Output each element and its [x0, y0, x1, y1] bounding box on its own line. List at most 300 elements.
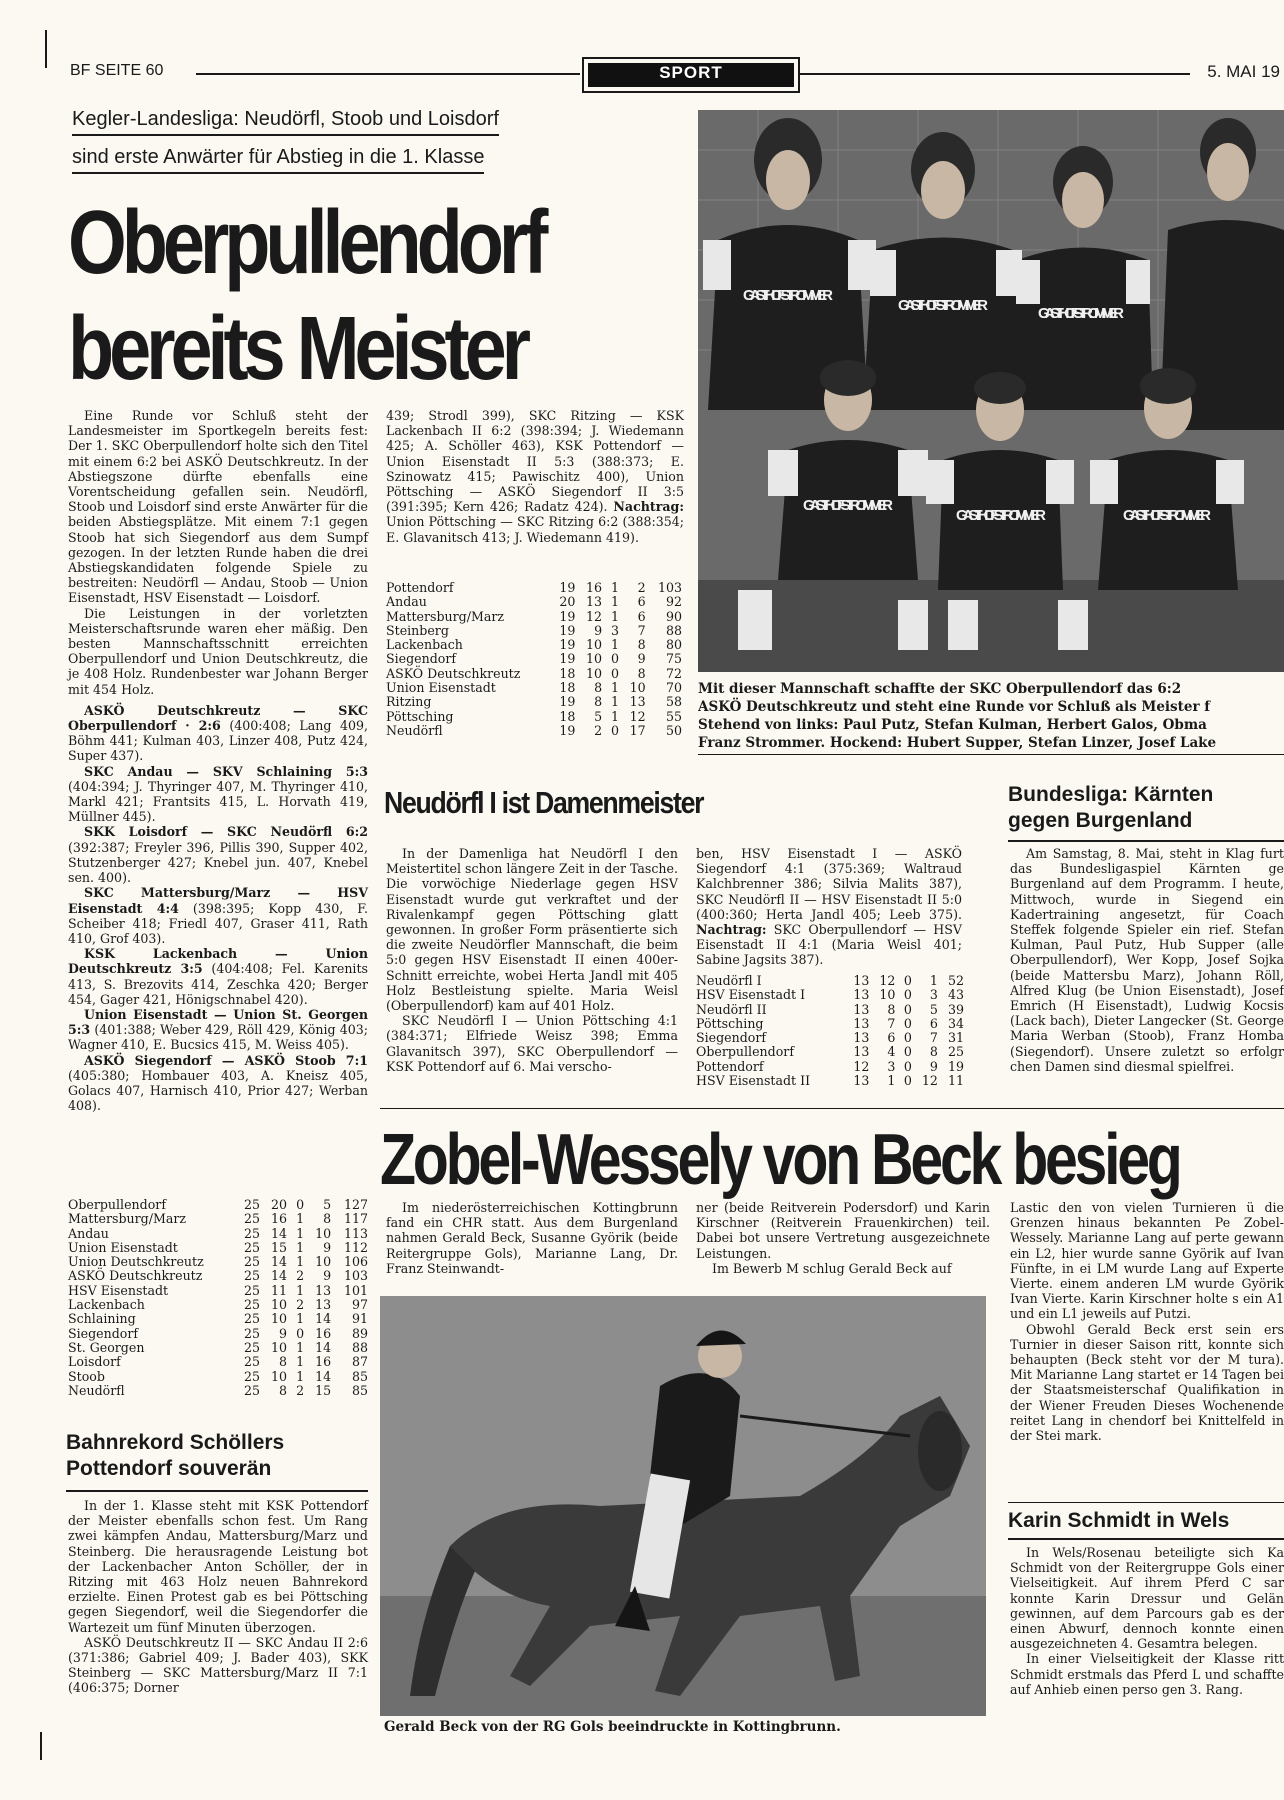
stat-cell: 10 — [586, 651, 603, 667]
stat-cell: 13 — [315, 1297, 332, 1313]
stat-cell: 89 — [351, 1325, 368, 1341]
stat-cell: 92 — [665, 594, 682, 610]
stat-cell: 6 — [637, 608, 646, 624]
team-name-cell: Schlaining — [68, 1311, 136, 1327]
article-text: ben, HSV Eisenstadt I — ASKÖ Siegendorf 4:1 (375:369; Waltraud Kalchbrenner 386; Silvia Malits 387), SKC Neudörfl II — HSV Eisenstadt II 5:0 (400:360; Herta Jandl 405; Leeb 375). — [696, 846, 962, 922]
bundesliga-text — [1010, 846, 1284, 1074]
stat-cell: 88 — [665, 622, 682, 638]
table-row — [68, 1298, 368, 1312]
result-title: SKC Mattersburg/Marz — HSV Eisenstadt 4:4 — [68, 885, 368, 916]
stat-cell: 97 — [351, 1297, 368, 1313]
result-title: Union Eisenstadt — Union St. Georgen 5:3 — [68, 1006, 368, 1038]
stat-cell: 106 — [343, 1254, 368, 1270]
article-paragraph: Obwohl Gerald Beck erst sein ers Turnier in dieser Saison ritt, konnte sich behaupten (Beck steht vor der M tura). Mit Marianne Lang startet er 14 Tagen bei der Staatsmeisterschaf Qualifikation in der Wiener Freuden Dieses Wochenende reitet Lang in chendorf bei Knittelfeld in der Stei mark. — [1010, 1321, 1284, 1444]
table-row — [386, 710, 682, 724]
stat-cell: 10 — [315, 1254, 332, 1270]
team-name-cell: Union Eisenstadt — [68, 1239, 178, 1255]
team-name-cell: Neudörfl I — [696, 973, 762, 988]
section-rule — [698, 754, 1284, 755]
stat-cell: 1 — [611, 580, 620, 595]
article-paragraph: Lastic den von vielen Turnieren ü die Grenzen hinaus bekannten Pe Zobel-Wessely. Marianne Lang auf perte gewann ein L2, hier wurde sanne Györik auf Ivan Fünfte, in ei LM wurde Lang auf Experte Vierte. einem anderen LM wurde Györik Ivan Vierte. Karin Kirschner holte s ein A1 und ein L1 jeweils auf Putzi. — [1010, 1200, 1284, 1322]
team-photo-image — [698, 110, 1284, 672]
subheading-line: Bahnrekord Schöllers — [66, 1431, 285, 1454]
team-name-cell: St. Georgen — [68, 1339, 145, 1355]
stat-cell: 13 — [315, 1282, 332, 1298]
stat-cell: 3 — [611, 622, 620, 638]
team-name-cell: Oberpullendorf — [696, 1044, 794, 1060]
table-row — [68, 1241, 368, 1255]
stat-cell: 15 — [315, 1382, 332, 1398]
stat-cell: 16 — [315, 1354, 332, 1370]
zobel-column-1 — [386, 1200, 678, 1276]
stat-cell: 1 — [611, 594, 620, 610]
team-name-cell: Pöttsching — [386, 708, 454, 724]
stat-cell: 10 — [270, 1339, 287, 1355]
team-name-cell: Siegendorf — [696, 1030, 767, 1046]
article-column-2 — [386, 408, 684, 545]
caption-line: Franz Strommer. Hockend: Hubert Supper, Stefan Linzer, Josef Lake — [698, 735, 1217, 751]
result-entry — [68, 1007, 368, 1053]
stat-cell: 1 — [611, 680, 620, 696]
result-entry — [68, 824, 368, 885]
stat-cell: 103 — [343, 1268, 368, 1284]
stat-cell: 18 — [559, 708, 576, 724]
team-photo-caption — [698, 680, 1284, 752]
stat-cell: 14 — [315, 1339, 332, 1355]
caption-line: Mit dieser Mannschaft schaffte der SKC Oberpullendorf das 6:2 — [698, 681, 1182, 697]
section-label-box — [582, 57, 800, 93]
stat-cell: 2 — [594, 722, 603, 738]
result-text: (401:388; Weber 429, Röll 429, König 403; Wagner 410, E. Bucsics 415, M. Weiss 405). — [68, 1022, 368, 1053]
stat-cell: 12 — [921, 1073, 938, 1089]
stat-cell: 0 — [296, 1197, 305, 1212]
stat-cell: 1 — [611, 708, 620, 724]
stat-cell: 25 — [243, 1382, 260, 1398]
stat-cell: 1 — [296, 1368, 305, 1384]
team-name-cell: HSV Eisenstadt II — [696, 1073, 811, 1089]
stat-cell: 80 — [665, 637, 682, 653]
stat-cell: 9 — [278, 1325, 287, 1341]
shirt-text: GASTHOF STROMMER — [1123, 507, 1211, 524]
table-row — [386, 681, 682, 695]
table-row — [386, 638, 682, 652]
subheading-line: Bundesliga: Kärnten — [1008, 783, 1214, 806]
stat-cell: 14 — [315, 1368, 332, 1384]
result-title: SKC Andau — SKV Schlaining 5:3 — [84, 763, 368, 779]
stat-cell: 25 — [243, 1211, 260, 1227]
stat-cell: 9 — [929, 1058, 938, 1074]
subheading-rule — [1008, 840, 1284, 842]
result-entry — [68, 946, 368, 1007]
team-name-cell: Siegendorf — [68, 1325, 139, 1341]
result-entry — [68, 703, 368, 764]
table-row — [696, 988, 964, 1002]
team-name-cell: Mattersburg/Marz — [386, 608, 505, 624]
stat-cell: 25 — [947, 1044, 964, 1060]
article-paragraph: In Wels/Rosenau beteiligte sich Ka Schmidt von der Reitergruppe Gols einer Vielseitigkeit. Auf ihrem Pferd C sar konnte Karin Dressur und Gelän gewinnen, auf dem Parcours gab es der einen Abwurf, dennoch konnte einen ausgezeichneten 4. Gesamtra belegen. — [1010, 1545, 1284, 1652]
caption-line: Stehend von links: Paul Putz, Stefan Kulman, Herbert Galos, Obma — [698, 717, 1207, 733]
shirt-text: GASTHOF STROMMER — [803, 497, 893, 514]
rider-photo-image — [380, 1296, 986, 1716]
section-label: SPORT — [588, 63, 794, 87]
stat-cell: 9 — [594, 622, 603, 638]
main-headline-line-2: bereits Meister — [68, 299, 527, 399]
stat-cell: 15 — [270, 1239, 287, 1255]
table-row — [68, 1341, 368, 1355]
subheading-karin: Karin Schmidt in Wels — [1008, 1509, 1230, 1532]
stat-cell: 1 — [296, 1339, 305, 1355]
stat-cell: 1 — [296, 1311, 305, 1327]
stat-cell: 18 — [559, 680, 576, 696]
team-name-cell: Neudörfl — [68, 1382, 125, 1398]
stat-cell: 0 — [903, 1030, 912, 1046]
stat-cell: 16 — [270, 1211, 287, 1227]
stat-cell: 20 — [270, 1197, 287, 1212]
stat-cell: 85 — [351, 1368, 368, 1384]
stat-cell: 5 — [594, 708, 603, 724]
stat-cell: 1 — [296, 1225, 305, 1241]
stat-cell: 19 — [559, 622, 576, 638]
table-row — [696, 974, 964, 988]
article-paragraph: Die Leistungen in der vorletzten Meisterschaftsrunde waren eher mäßig. Den besten Mannschaftsschnitt erreichten Oberpullendorf und Union Deutschkreutz, die je 408 Holz. Rundenbester war Johann Berger mit 454 Holz. — [68, 605, 368, 697]
stat-cell: 8 — [637, 665, 646, 681]
stat-cell: 58 — [665, 694, 682, 710]
stat-cell: 12 — [879, 973, 896, 988]
stat-cell: 17 — [629, 722, 646, 738]
stat-cell: 13 — [629, 694, 646, 710]
table-row — [696, 1017, 964, 1031]
stat-cell: 8 — [637, 637, 646, 653]
stat-cell: 13 — [586, 594, 603, 610]
stat-cell: 7 — [887, 1015, 896, 1031]
article-paragraph: In der 1. Klasse steht mit KSK Pottendorf der Meister ebenfalls schon fest. Um Rang zwei kämpfen Andau, Mattersburg/Marz und Steinberg. Die herausragende Leistung bot der Lackenbacher Anton Schöller, der in Ritzing mit 463 Holz neuen Bahnrekord erzielte. Einen Protest gab es bei Pöttsching gegen Siegendorf, weil die Siegendorfer die Wartezeit um fünf Minuten überzogen. — [68, 1498, 368, 1635]
stat-cell: 18 — [559, 665, 576, 681]
team-name-cell: HSV Eisenstadt — [68, 1282, 169, 1298]
team-name-cell: Mattersburg/Marz — [68, 1211, 187, 1227]
stat-cell: 101 — [343, 1282, 368, 1298]
stat-cell: 7 — [637, 622, 646, 638]
stat-cell: 31 — [947, 1030, 964, 1046]
article-paragraph: Eine Runde vor Schluß steht der Landesmeister im Sportkegeln bereits fest: Der 1. SKC Oberpullendorf holte sich den Titel mit einem 6:2 bei ASKÖ Deutschkreutz. In der Abstiegszone dürfte ebenfalls eine Vorentscheidung gefallen sein. Neudörfl, Stoob und Loisdorf sind erste Anwärter für die beiden Abstiegsplätze. Mit einem 7:1 gegen Stoob hat sich Siegendorf aus dem Sumpf gezogen. In der letzten Runde haben die drei Abstiegskandidaten folgende Spiele zu bestreiten: Neudörfl — Andau, Stoob — Union Eisenstadt, HSV Eisenstadt — Loisdorf. — [68, 408, 368, 606]
table-row — [68, 1284, 368, 1298]
article-paragraph: Am Samstag, 8. Mai, steht in Klag furt das Bundesligaspiel Kärnten ge Burgenland auf dem Programm. I heute, Mittwoch, wurde in Siegend ein Kadertraining angesetzt, für Coach Steffek folgende Spieler ein rief. Stefan Kulman, Paul Putz, Hub Supper (alle Oberpullendorf), Wer Kopp, Josef Sojka (beide Mattersbu Marz), Johann Röll, Alfred Klug (be Union Eisenstadt), Josef Emrich (H Eisenstadt), Ludwig Kocsis (Lack bach), Dieter Langecker (St. George Maria Werban (Stoob), Franz Homba (Siegendorf). Unsere zuletzt so erfolgr chen Damen sind diesmal spielfrei. — [1010, 846, 1284, 1074]
article-text: SKC Oberpullendorf — HSV Eisenstadt II 4:1 (Maria Weisl 401; Sabine Jagsits 387). — [696, 922, 962, 968]
article-paragraph: SKC Neudörfl I — Union Pöttsching 4:1 (384:371; Elfriede Weisz 398; Emma Glavanitsch 397), SKC Oberpullendorf — KSK Pottendorf auf 6. Mai verscho- — [386, 1013, 678, 1074]
stat-cell: 25 — [243, 1339, 260, 1355]
team-name-cell: Steinberg — [386, 622, 449, 638]
stat-cell: 10 — [629, 680, 646, 696]
stat-cell: 13 — [853, 987, 870, 1003]
damen-column-2 — [696, 846, 962, 968]
stat-cell: 10 — [270, 1311, 287, 1327]
result-text: (400:408; Lang 409, Böhm 441; Kulman 403, Linzer 408, Putz 424, Super 437). — [68, 718, 368, 764]
stat-cell: 14 — [315, 1311, 332, 1327]
stat-cell: 20 — [559, 594, 576, 610]
stat-cell: 25 — [243, 1282, 260, 1298]
table-row — [386, 581, 682, 595]
result-title: ASKÖ Deutschkreutz — SKC Oberpullendorf · 2:6 — [68, 702, 368, 734]
rider-photo — [380, 1296, 986, 1716]
stat-cell: 19 — [559, 637, 576, 653]
table-row — [696, 1003, 964, 1017]
stat-cell: 6 — [929, 1015, 938, 1031]
standings-table-1-klasse — [386, 581, 682, 738]
stat-cell: 39 — [947, 1001, 964, 1017]
stat-cell: 13 — [853, 1044, 870, 1060]
stat-cell: 19 — [559, 608, 576, 624]
article-paragraph — [696, 846, 962, 968]
result-title: ASKÖ Siegendorf — ASKÖ Stoob 7:1 — [84, 1052, 368, 1068]
table-row — [68, 1269, 368, 1283]
stat-cell: 8 — [887, 1001, 896, 1017]
table-row — [696, 1045, 964, 1059]
nachtrag-label: Nachtrag: — [696, 922, 767, 938]
table-row — [696, 1060, 964, 1074]
page-number: BF SEITE 60 — [70, 62, 164, 79]
stat-cell: 14 — [270, 1225, 287, 1241]
stat-cell: 1 — [887, 1073, 896, 1089]
table-row — [68, 1198, 368, 1212]
stat-cell: 113 — [343, 1225, 368, 1241]
article-paragraph: In einer Vielseitigkeit der Klasse ritt Schmidt erstmals das Pferd L und schaffte auf Anhieb einen perso gen 3. Rang. — [1010, 1651, 1284, 1697]
stat-cell: 2 — [637, 580, 646, 595]
team-name-cell: Andau — [386, 594, 427, 610]
stat-cell: 16 — [586, 580, 603, 595]
stat-cell: 1 — [611, 637, 620, 653]
zobel-headline: Zobel-Wessely von Beck besieg — [380, 1120, 1180, 1200]
stat-cell: 1 — [296, 1211, 305, 1227]
kicker-line-1: Kegler-Landesliga: Neudörfl, Stoob und Loisdorf — [72, 108, 499, 136]
stat-cell: 19 — [947, 1058, 964, 1074]
stat-cell: 25 — [243, 1197, 260, 1212]
article-text: 439; Strodl 399), SKC Ritzing — KSK Lackenbach II 6:2 (398:394; J. Wiedemann 425; A. Schöller 463), KSK Pottendorf — Union Eisenstadt II 5:3 (388:373; E. Szinowatz 415; Pawischitz 400), Union Pöttsching — ASKÖ Siegendorf II 3:5 (391:395; Kern 426; Radatz 424). — [386, 408, 684, 515]
table-row — [386, 610, 682, 624]
subheading-line: Pottendorf souverän — [66, 1457, 272, 1480]
stat-cell: 55 — [665, 708, 682, 724]
result-entry — [68, 1053, 368, 1114]
stat-cell: 19 — [559, 580, 576, 595]
stat-cell: 52 — [947, 973, 964, 988]
stat-cell: 1 — [611, 694, 620, 710]
table-row — [386, 595, 682, 609]
stat-cell: 1 — [296, 1282, 305, 1298]
team-name-cell: HSV Eisenstadt I — [696, 987, 806, 1003]
team-name-cell: Siegendorf — [386, 651, 457, 667]
stat-cell: 0 — [903, 1015, 912, 1031]
left-margin-mark — [40, 1732, 42, 1760]
stat-cell: 4 — [887, 1044, 896, 1060]
subheading-bahnrekord — [66, 1430, 284, 1482]
stat-cell: 6 — [637, 594, 646, 610]
shirt-text: GASTHOF STROMMER — [1038, 305, 1124, 322]
table-row — [386, 695, 682, 709]
stat-cell: 72 — [665, 665, 682, 681]
subheading-rule — [66, 1490, 368, 1492]
stat-cell: 25 — [243, 1354, 260, 1370]
zobel-column-2 — [696, 1200, 990, 1276]
stat-cell: 112 — [343, 1239, 368, 1255]
stat-cell: 12 — [853, 1058, 870, 1074]
result-title: SKK Loisdorf — SKC Neudörfl 6:2 — [84, 824, 368, 840]
stat-cell: 5 — [929, 1001, 938, 1017]
table-row — [696, 1031, 964, 1045]
stat-cell: 1 — [296, 1239, 305, 1255]
stat-cell: 10 — [270, 1297, 287, 1313]
stat-cell: 10 — [270, 1368, 287, 1384]
stat-cell: 10 — [879, 987, 896, 1003]
stat-cell: 8 — [594, 694, 603, 710]
stat-cell: 0 — [296, 1325, 305, 1341]
team-name-cell: Pottendorf — [386, 580, 454, 595]
stat-cell: 14 — [270, 1268, 287, 1284]
stat-cell: 10 — [315, 1225, 332, 1241]
table-row — [386, 724, 682, 738]
article-column-1 — [68, 408, 368, 1113]
table-row — [68, 1312, 368, 1326]
nachtrag-label: Nachtrag: — [613, 499, 684, 515]
shirt-text: GASTHOF STROMMER — [898, 297, 988, 314]
stat-cell: 50 — [665, 722, 682, 738]
issue-date: 5. MAI 19 — [1207, 62, 1280, 81]
table-row — [68, 1384, 368, 1398]
team-name-cell: Lackenbach — [68, 1297, 145, 1313]
kicker-line-2: sind erste Anwärter für Abstieg in die 1. Klasse — [72, 146, 484, 174]
article-paragraph — [386, 408, 684, 545]
stat-cell: 0 — [903, 1073, 912, 1089]
rider-photo-caption: Gerald Beck von der RG Gols beeindruckte in Kottingbrunn. — [384, 1719, 841, 1735]
stat-cell: 25 — [243, 1239, 260, 1255]
stat-cell: 0 — [611, 651, 620, 667]
result-text: (398:395; Kopp 430, F. Scheiber 418; Friedl 407, Graser 411, Rath 410, Grof 403). — [68, 900, 368, 946]
stat-cell: 25 — [243, 1297, 260, 1313]
stat-cell: 1 — [611, 608, 620, 624]
stat-cell: 75 — [665, 651, 682, 667]
stat-cell: 117 — [343, 1211, 368, 1227]
stat-cell: 0 — [903, 987, 912, 1003]
stat-cell: 25 — [243, 1254, 260, 1270]
left-margin-mark — [45, 30, 47, 68]
team-photo — [698, 110, 1284, 672]
stat-cell: 8 — [278, 1354, 287, 1370]
stat-cell: 7 — [929, 1030, 938, 1046]
table-row — [68, 1227, 368, 1241]
stat-cell: 8 — [323, 1211, 332, 1227]
team-name-cell: Lackenbach — [386, 637, 463, 653]
table-row — [68, 1355, 368, 1369]
result-entry — [68, 885, 368, 946]
shirt-text: GASTHOF STROMMER — [956, 507, 1046, 524]
stat-cell: 2 — [296, 1382, 305, 1398]
stat-cell: 13 — [853, 1030, 870, 1046]
stat-cell: 9 — [323, 1268, 332, 1284]
section-rule — [380, 1108, 1284, 1109]
stat-cell: 0 — [903, 1001, 912, 1017]
stat-cell: 16 — [315, 1325, 332, 1341]
stat-cell: 85 — [351, 1382, 368, 1398]
table-row — [386, 652, 682, 666]
article-text: Union Pöttsching — SKC Ritzing 6:2 (388:354; E. Glavanitsch 413; J. Wiedemann 419). — [386, 514, 684, 545]
table-row — [696, 1074, 964, 1088]
table-row — [68, 1370, 368, 1384]
stat-cell: 25 — [243, 1368, 260, 1384]
team-name-cell: Neudörfl — [386, 722, 443, 738]
stat-cell: 0 — [611, 722, 620, 738]
stat-cell: 88 — [351, 1339, 368, 1355]
stat-cell: 0 — [903, 1044, 912, 1060]
damen-heading: Neudörfl I ist Damenmeister — [384, 785, 704, 820]
bahnrekord-text — [68, 1498, 368, 1696]
stat-cell: 3 — [887, 1058, 896, 1074]
result-text: (404:408; Fel. Karenits 413, S. Brezovits 414, Zeschka 420; Berger 454, Gager 421, Hönigschnabel 420). — [68, 961, 368, 1007]
stat-cell: 11 — [947, 1073, 964, 1089]
damen-column-1 — [386, 846, 678, 1074]
stat-cell: 14 — [270, 1254, 287, 1270]
stat-cell: 10 — [586, 665, 603, 681]
result-text: (404:394; J. Thyringer 407, M. Thyringer 410, Markl 421; Frantsits 415, L. Horvath 419, Müllner 445). — [68, 778, 368, 825]
stat-cell: 13 — [853, 1073, 870, 1089]
article-paragraph: Im niederösterreichischen Kottingbrunn fand ein CHR statt. Aus dem Burgenland nahmen Gerald Beck, Susanne Györik (beide Reitergruppe Gols), Marianne Lang, Dr. Franz Steinwandt- — [386, 1200, 678, 1276]
result-text: (405:380; Hombauer 403, A. Kneisz 405, Golacs 407, Harnisch 410, Prior 427; Werban 408). — [68, 1067, 368, 1114]
stat-cell: 12 — [586, 608, 603, 624]
caption-line: ASKÖ Deutschkreutz und steht eine Runde vor Schluß als Meister f — [698, 699, 1211, 715]
result-text: (392:387; Freyler 396, Pillis 390, Supper 402, Stutzenberger 427; Knebel jun. 407, Knebel sen. 400). — [68, 839, 368, 886]
table-row — [68, 1212, 368, 1226]
standings-table-landesliga — [68, 1198, 368, 1398]
subheading-rule — [1008, 1502, 1284, 1503]
stat-cell: 103 — [657, 580, 682, 595]
team-name-cell: Pottendorf — [696, 1058, 764, 1074]
shirt-text: GASTHOF STROMMER — [743, 287, 833, 304]
karin-text — [1010, 1545, 1284, 1697]
stat-cell: 11 — [270, 1282, 287, 1298]
team-name-cell: Ritzing — [386, 694, 432, 710]
stat-cell: 8 — [929, 1044, 938, 1060]
stat-cell: 34 — [947, 1015, 964, 1031]
table-row — [68, 1327, 368, 1341]
stat-cell: 91 — [351, 1311, 368, 1327]
stat-cell: 0 — [903, 973, 912, 988]
team-name-cell: ASKÖ Deutschkreutz — [386, 665, 521, 681]
header-rule-right — [798, 73, 1190, 75]
result-title: KSK Lackenbach — Union Deutschkreutz 3:5 — [68, 946, 368, 977]
stat-cell: 25 — [243, 1325, 260, 1341]
stat-cell: 1 — [296, 1254, 305, 1270]
stat-cell: 25 — [243, 1268, 260, 1284]
stat-cell: 43 — [947, 987, 964, 1003]
zobel-column-3 — [1010, 1200, 1284, 1443]
team-name-cell: Union Deutschkreutz — [68, 1254, 204, 1270]
stat-cell: 70 — [665, 680, 682, 696]
stat-cell: 10 — [586, 637, 603, 653]
stat-cell: 1 — [296, 1354, 305, 1370]
stat-cell: 127 — [343, 1197, 368, 1212]
stat-cell: 19 — [559, 722, 576, 738]
stat-cell: 19 — [559, 694, 576, 710]
stat-cell: 6 — [887, 1030, 896, 1046]
stat-cell: 2 — [296, 1297, 305, 1313]
team-name-cell: Pöttsching — [696, 1015, 764, 1031]
article-paragraph: Im Bewerb M schlug Gerald Beck auf — [712, 1260, 952, 1276]
main-headline-line-1: Oberpullendorf — [68, 193, 544, 293]
subheading-bundesliga — [1008, 782, 1213, 834]
team-name-cell: ASKÖ Deutschkreutz — [68, 1268, 203, 1284]
subheading-rule — [1008, 1538, 1284, 1540]
stat-cell: 2 — [296, 1268, 305, 1284]
stat-cell: 9 — [637, 651, 646, 667]
result-entry — [68, 764, 368, 825]
stat-cell: 3 — [929, 987, 938, 1003]
team-name-cell: Oberpullendorf — [68, 1197, 166, 1212]
